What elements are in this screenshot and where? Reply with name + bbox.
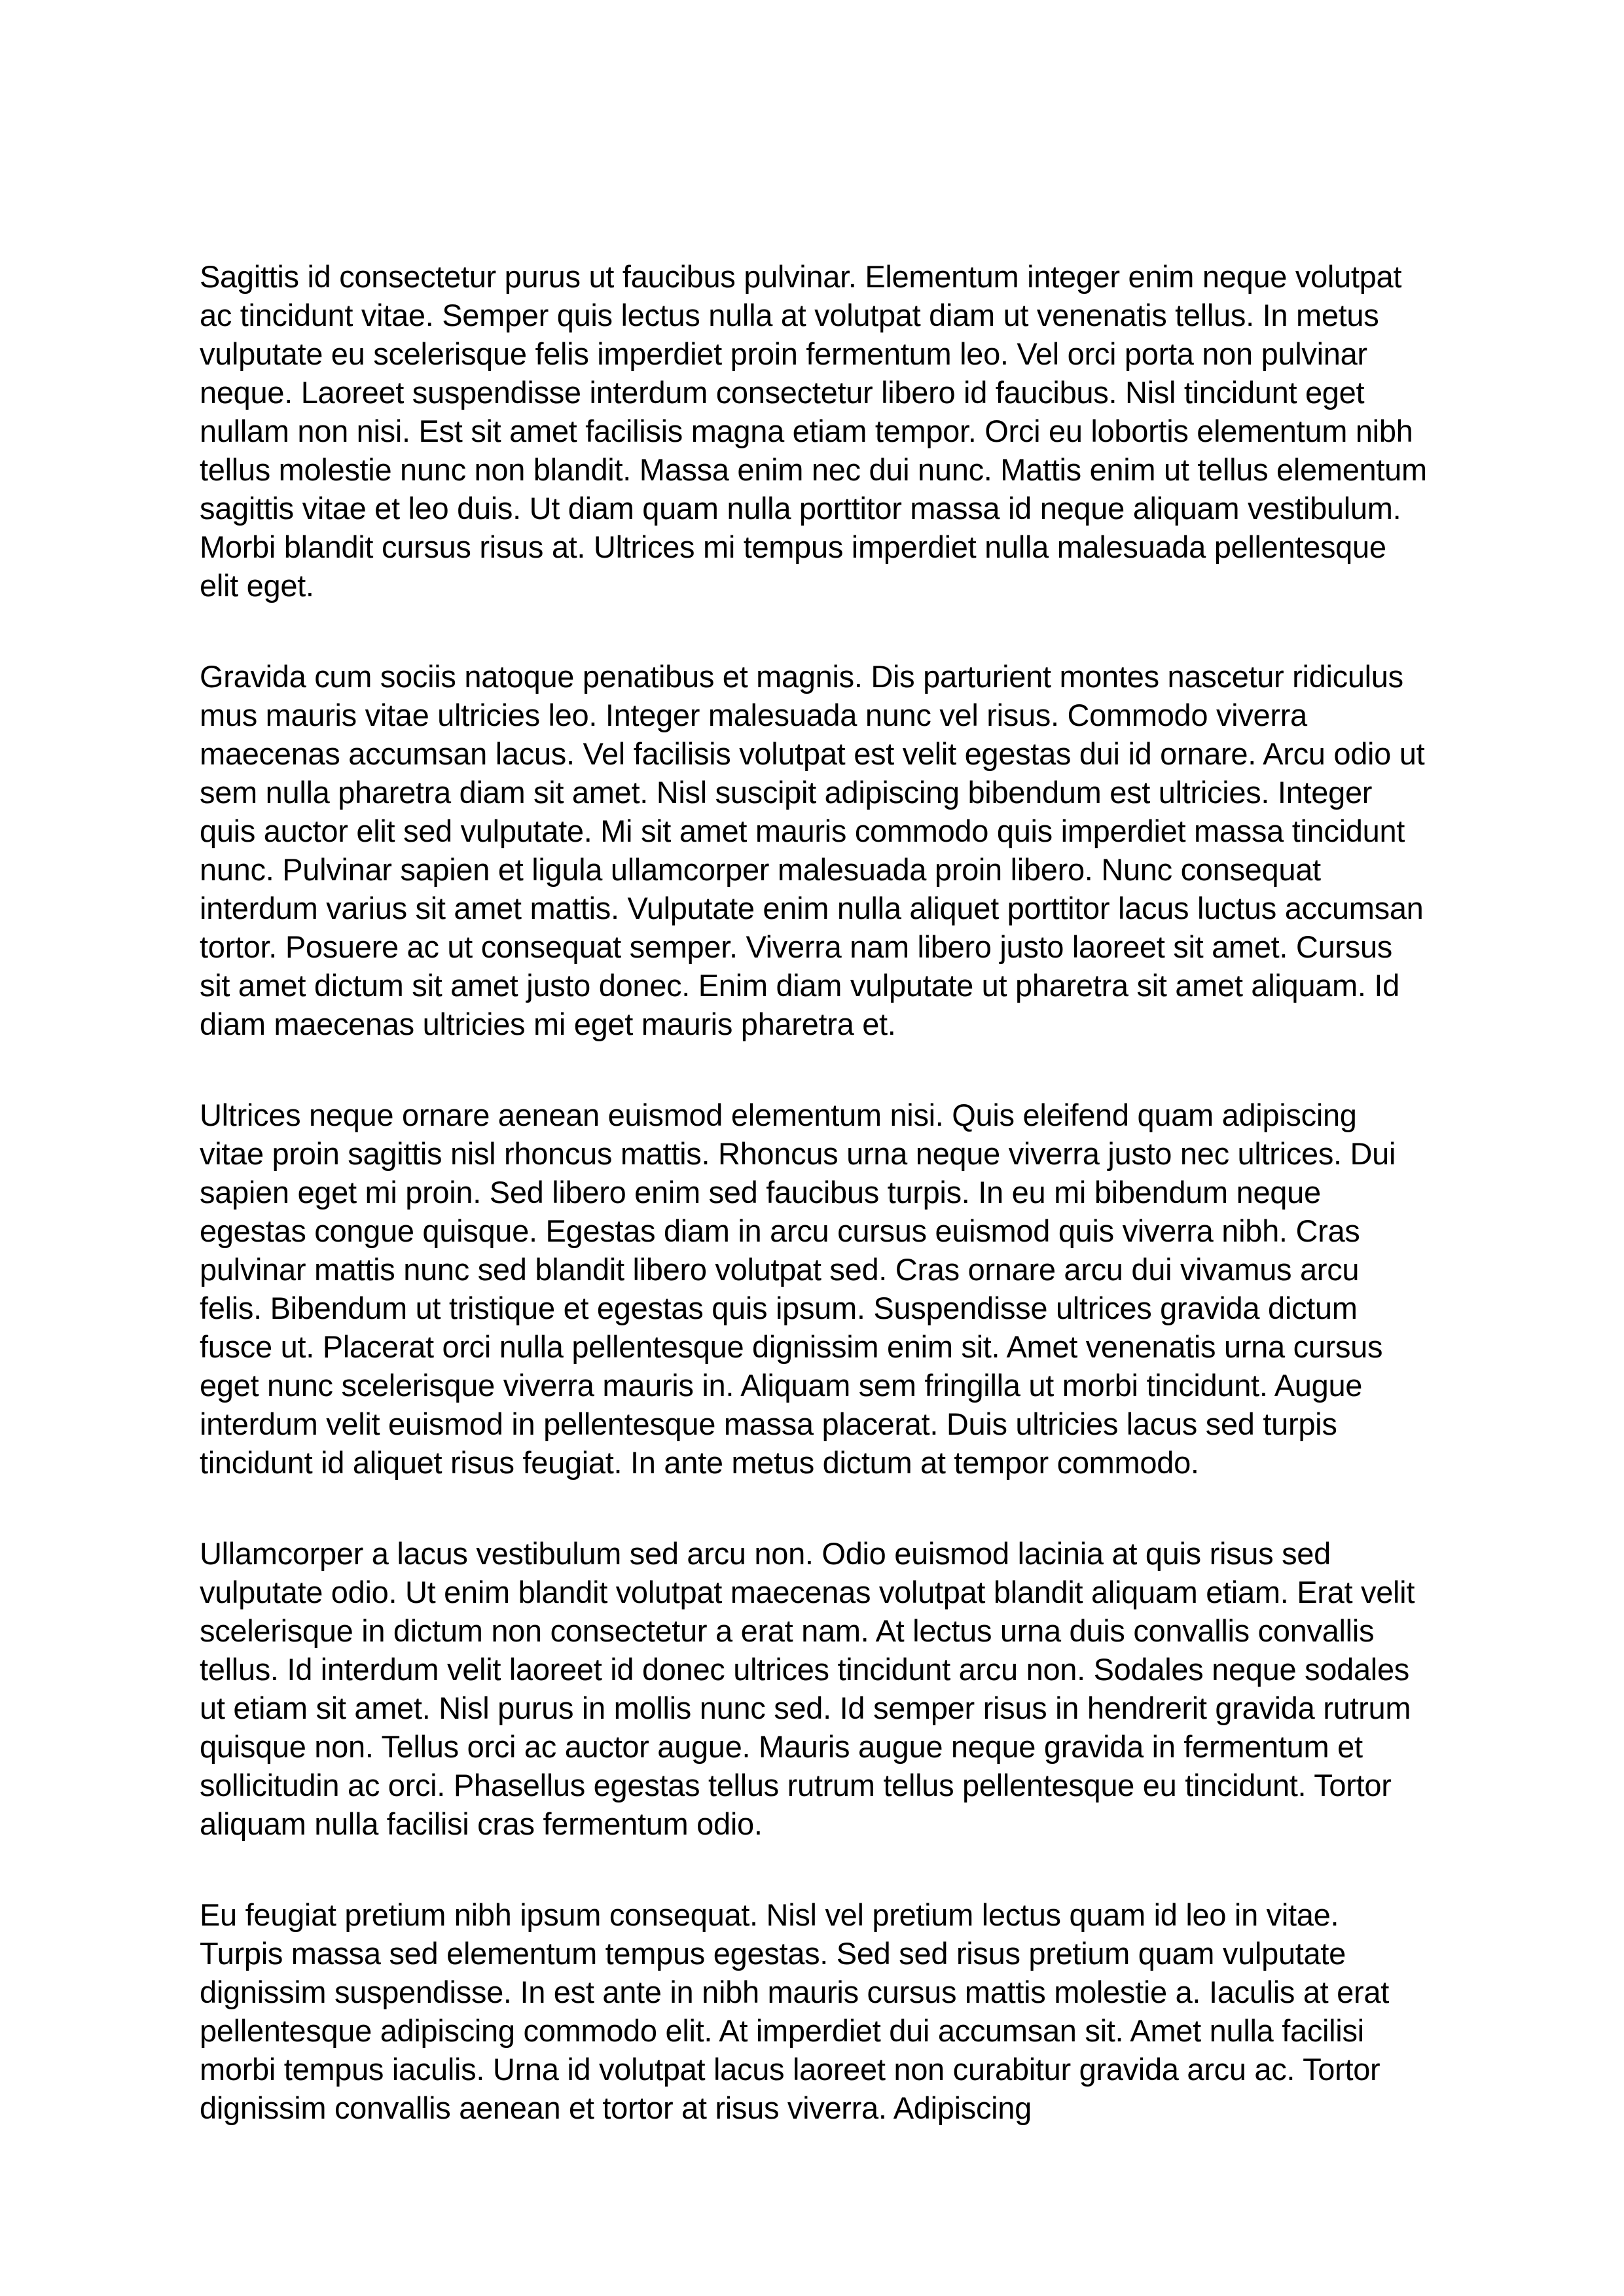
paragraph-3: Ultrices neque ornare aenean euismod elementum nisi. Quis eleifend quam adipiscing vitae proin sagittis nisl rhoncus mattis. Rhoncus urna neque viverra justo nec ultrices. Dui sapien eget mi proin. Sed libero enim sed faucibus turpis. In eu mi bibendum neque egestas congue quisque. Egestas diam in arcu cursus euismod quis viverra nibh. Cras pulvinar mattis nunc sed blandit libero volutpat sed. Cras ornare arcu dui vivamus arcu felis. Bibendum ut tristique et egestas quis ipsum. Suspendisse ultrices gravida dictum fusce ut. Placerat orci nulla pellentesque dignissim enim sit. Amet venenatis urna cursus eget nunc scelerisque viverra mauris in. Aliquam sem fringilla ut morbi tincidunt. Augue interdum velit euismod in pellentesque massa placerat. Duis ultricies lacus sed turpis tincidunt id aliquet risus feugiat. In ante metus dictum at tempor commodo. <box>200 1098 1396 1480</box>
paragraph-4: Ullamcorper a lacus vestibulum sed arcu non. Odio euismod lacinia at quis risus sed vulputate odio. Ut enim blandit volutpat maecenas volutpat blandit aliquam etiam. Erat velit scelerisque in dictum non consectetur a erat nam. At lectus urna duis convallis convallis tellus. Id interdum velit laoreet id donec ultrices tincidunt arcu non. Sodales neque sodales ut etiam sit amet. Nisl purus in mollis nunc sed. Id semper risus in hendrerit gravida rutrum quisque non. Tellus orci ac auctor augue. Mauris augue neque gravida in fermentum et sollicitudin ac orci. Phasellus egestas tellus rutrum tellus pellentesque eu tincidunt. Tortor aliquam nulla facilisi cras fermentum odio. <box>200 1536 1415 1841</box>
paragraph-2: Gravida cum sociis natoque penatibus et magnis. Dis parturient montes nascetur ridiculus mus mauris vitae ultricies leo. Integer malesuada nunc vel risus. Commodo viverra maecenas accumsan lacus. Vel facilisis volutpat est velit egestas dui id ornare. Arcu odio ut sem nulla pharetra diam sit amet. Nisl suscipit adipiscing bibendum est ultricies. Integer quis auctor elit sed vulputate. Mi sit amet mauris commodo quis imperdiet massa tincidunt nunc. Pulvinar sapien et ligula ullamcorper malesuada proin libero. Nunc consequat interdum varius sit amet mattis. Vulputate enim nulla aliquet porttitor lacus luctus accumsan tortor. Posuere ac ut consequat semper. Viverra nam libero justo laoreet sit amet. Cursus sit amet dictum sit amet justo donec. Enim diam vulputate ut pharetra sit amet aliquam. Id diam maecenas ultricies mi eget mauris pharetra et. <box>200 659 1425 1041</box>
document-page <box>200 257 1427 2127</box>
paragraph-5: Eu feugiat pretium nibh ipsum consequat. Nisl vel pretium lectus quam id leo in vitae. Turpis massa sed elementum tempus egestas. Sed sed risus pretium quam vulputate dignissim suspendisse. In est ante in nibh mauris cursus mattis molestie a. Iaculis at erat pellentesque adipiscing commodo elit. At imperdiet dui accumsan sit. Amet nulla facilisi morbi tempus iaculis. Urna id volutpat lacus laoreet non curabitur gravida arcu ac. Tortor dignissim convallis aenean et tortor at risus viverra. Adipiscing <box>200 1897 1389 2125</box>
paragraph-1: Sagittis id consectetur purus ut faucibus pulvinar. Elementum integer enim neque volutpat ac tincidunt vitae. Semper quis lectus nulla at volutpat diam ut venenatis tellus. In metus vulputate eu scelerisque felis imperdiet proin fermentum leo. Vel orci porta non pulvinar neque. Laoreet suspendisse interdum consectetur libero id faucibus. Nisl tincidunt eget nullam non nisi. Est sit amet facilisis magna etiam tempor. Orci eu lobortis elementum nibh tellus molestie nunc non blandit. Massa enim nec dui nunc. Mattis enim ut tellus elementum sagittis vitae et leo duis. Ut diam quam nulla porttitor massa id neque aliquam vestibulum. Morbi blandit cursus risus at. Ultrices mi tempus imperdiet nulla malesuada pellentesque elit eget. <box>200 259 1427 603</box>
